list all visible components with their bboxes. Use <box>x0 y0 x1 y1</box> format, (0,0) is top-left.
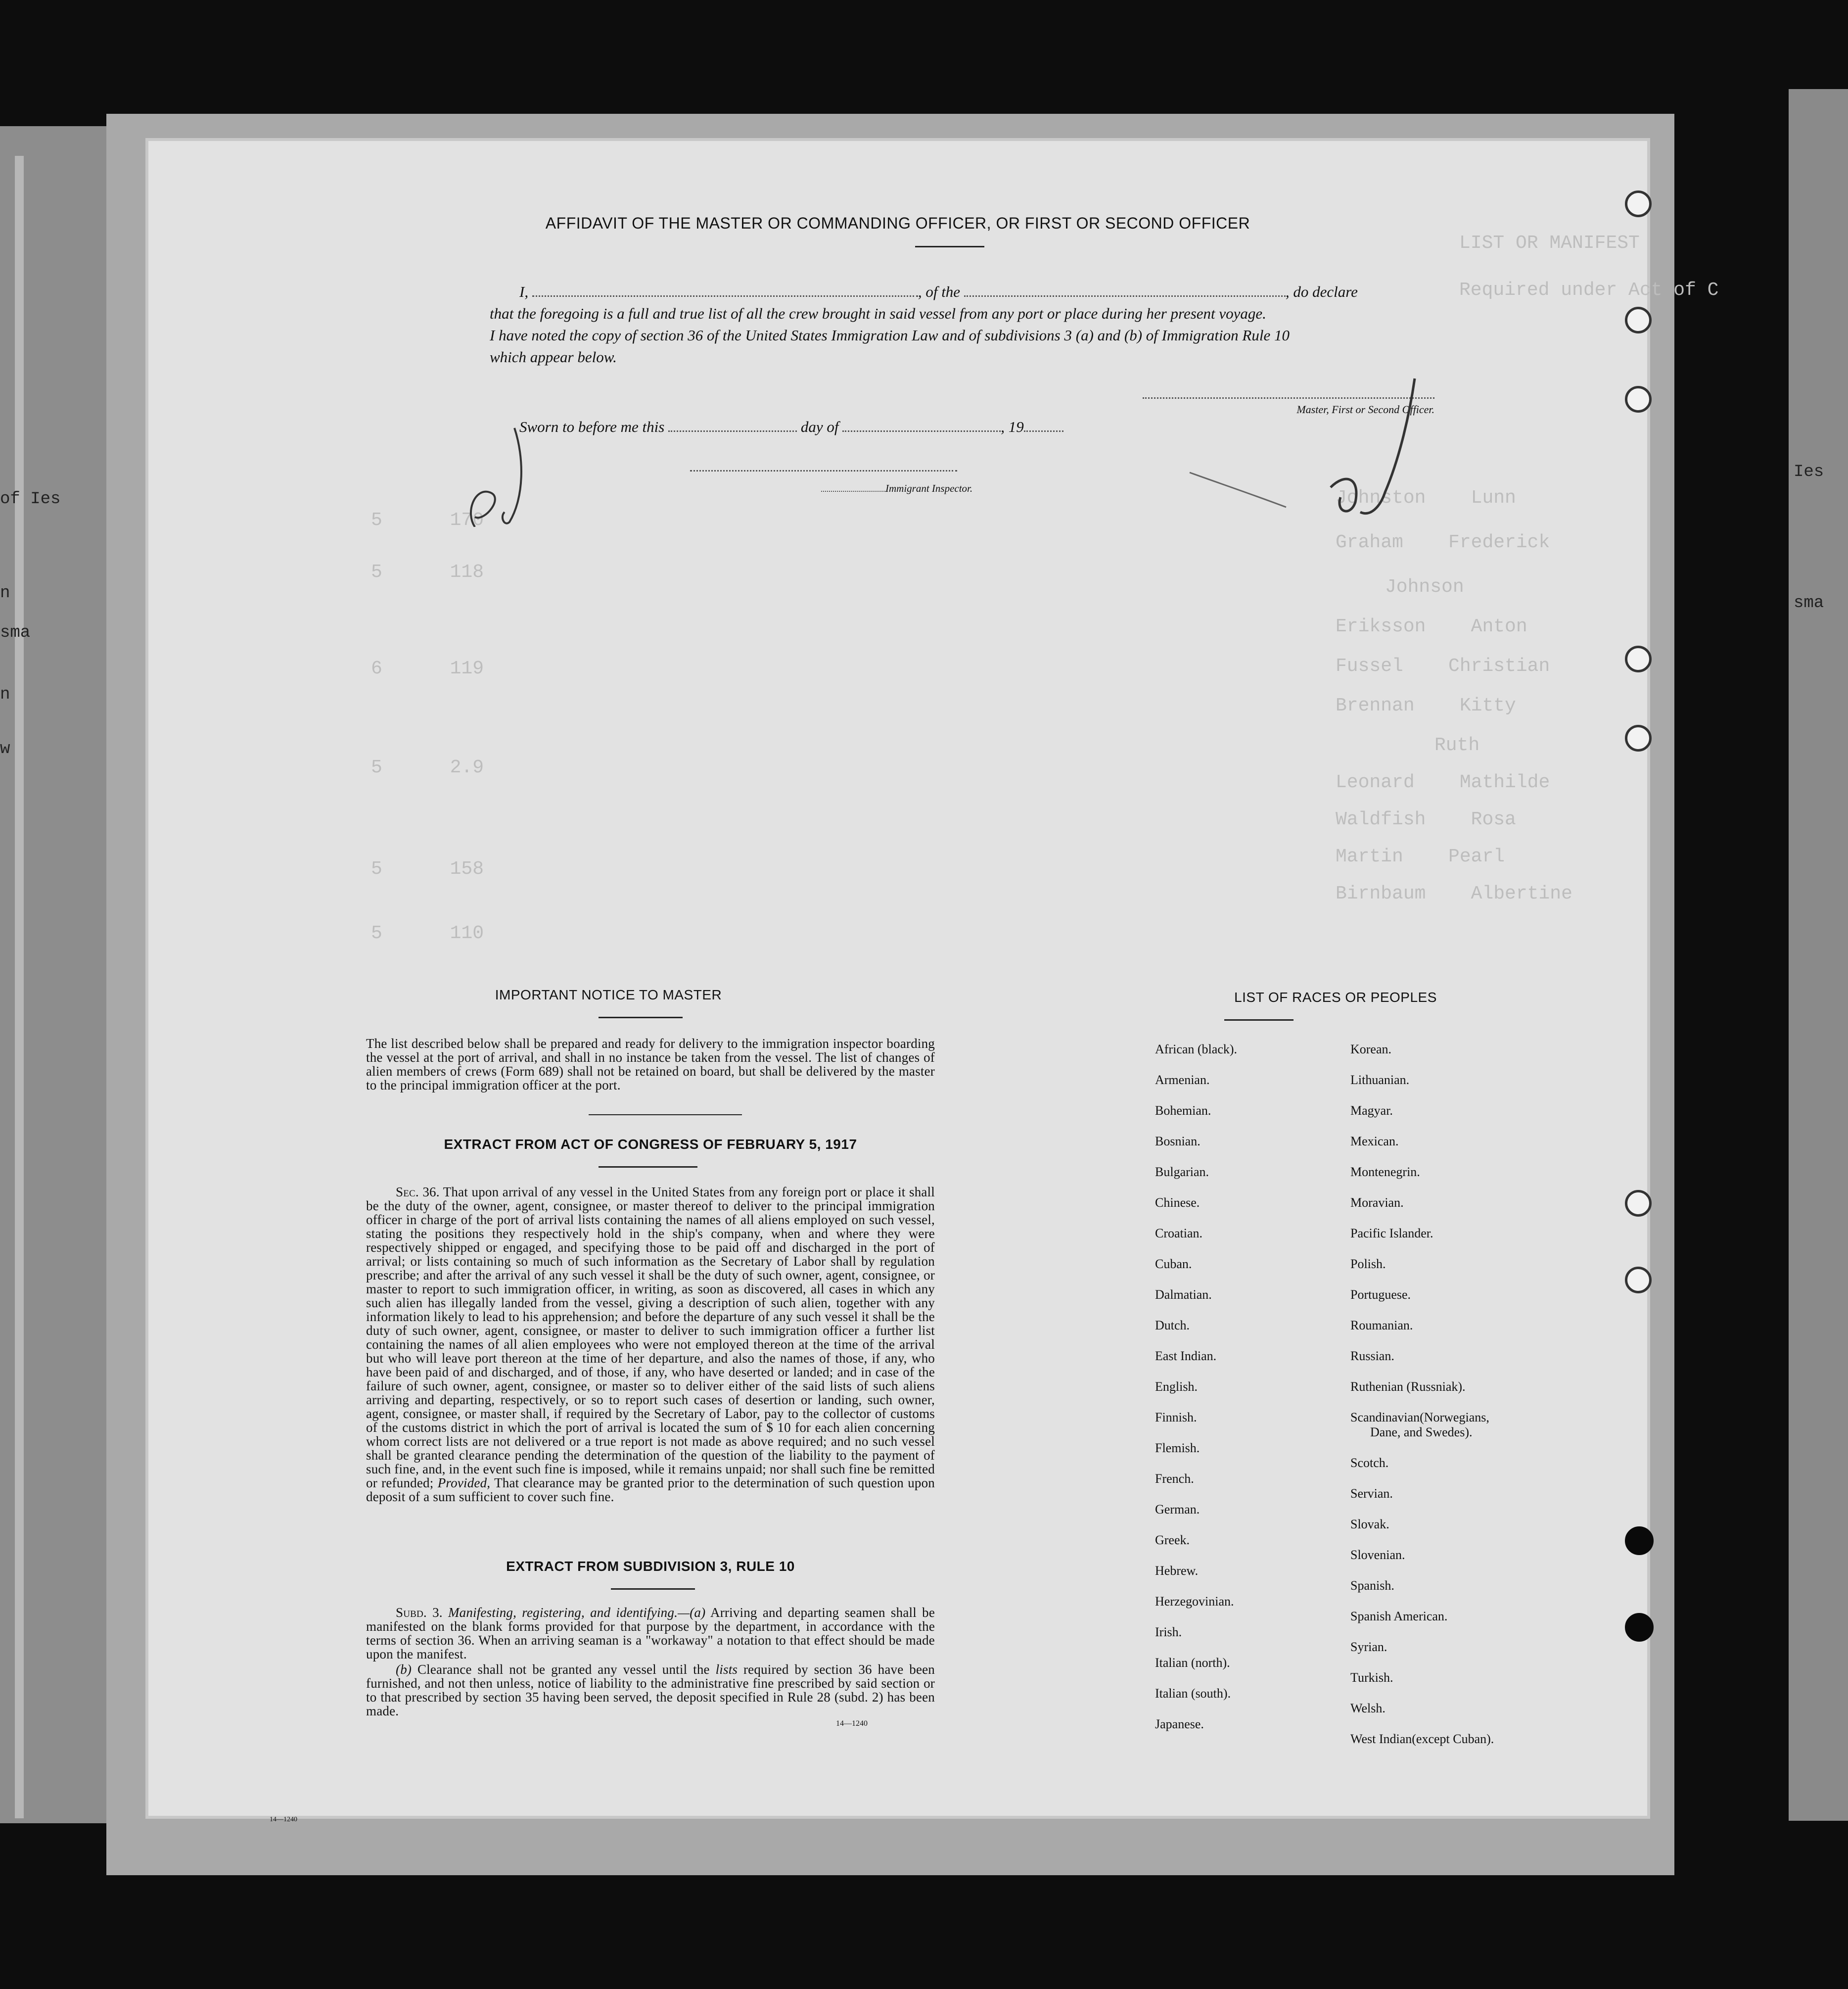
bleed-through: Johnston Lunn <box>1336 487 1516 509</box>
binder-hole <box>1625 386 1652 413</box>
race-item: Irish. <box>1155 1625 1182 1639</box>
binder-hole <box>1625 190 1652 217</box>
race-item: East Indian. <box>1155 1349 1217 1363</box>
race-item: Slovenian. <box>1350 1548 1405 1562</box>
race-item: English. <box>1155 1379 1198 1394</box>
race-item: Syrian. <box>1350 1640 1387 1654</box>
race-item: Scotch. <box>1350 1456 1389 1470</box>
race-item: Lithuanian. <box>1350 1073 1410 1087</box>
bleed-through: Ruth <box>1434 735 1480 756</box>
race-item: Magyar. <box>1350 1103 1393 1118</box>
left-fragment: w <box>0 740 10 758</box>
race-item: Roumanian. <box>1350 1318 1413 1332</box>
left-fragment: n <box>0 685 10 704</box>
act-rule <box>599 1166 697 1168</box>
rule-b-label: (b) <box>396 1662 412 1677</box>
race-item: Servian. <box>1350 1486 1393 1501</box>
bleed-through: Martin Pearl <box>1336 846 1505 867</box>
footer-form-number: 14—1240 <box>270 1816 297 1823</box>
bleed-through: 5 118 <box>371 562 484 583</box>
affidavit-line-2: that the foregoing is a full and true list of all the crew brought in said vessel from any port or place during her present voyage. <box>490 305 1266 322</box>
race-item: Slovak. <box>1350 1517 1389 1531</box>
binder-hole <box>1625 307 1652 333</box>
race-item: African (black). <box>1155 1042 1238 1056</box>
act-heading: EXTRACT FROM ACT OF CONGRESS OF FEBRUARY 5, 1917 <box>444 1137 857 1152</box>
race-item: Bosnian. <box>1155 1134 1201 1148</box>
act-provided: Provided, <box>437 1475 491 1490</box>
inspector-caption: Immigrant Inspector. <box>885 482 973 494</box>
handwritten-mark <box>455 398 584 527</box>
races-rule <box>1224 1019 1294 1021</box>
affidavit-line-4: which appear below. <box>490 348 617 366</box>
left-fragment: sma <box>0 623 31 642</box>
race-item: Dutch. <box>1155 1318 1190 1332</box>
rule-body-a: Arriving and departing seamen shall be manifested on the blank forms provided for that purpose by the department, in accordance with the terms of section 36. When an arriving seaman is a "workaway" a notation to that effect should be made upon the manifest. <box>366 1605 935 1661</box>
binder-hole-punched <box>1625 1613 1654 1642</box>
race-item: Welsh. <box>1350 1701 1386 1715</box>
notice-heading: IMPORTANT NOTICE TO MASTER <box>495 987 722 1002</box>
bleed-through: Birnbaum Albertine <box>1336 883 1572 904</box>
month-field[interactable] <box>842 430 1001 432</box>
inspector-signature-line[interactable] <box>690 470 957 472</box>
handwritten-mark <box>1187 463 1296 512</box>
race-item: Turkish. <box>1350 1670 1393 1685</box>
rule-body-b1: Clearance shall not be granted any vessel until the <box>417 1662 710 1677</box>
sworn-text: Sworn to before me this <box>519 418 665 435</box>
race-item: Japanese. <box>1155 1717 1204 1731</box>
affidavit-of-the: , of the <box>918 283 961 300</box>
race-item: Korean. <box>1350 1042 1392 1056</box>
right-fragment: sma <box>1794 594 1824 613</box>
bleed-through: Eriksson Anton <box>1336 616 1527 637</box>
sworn-line <box>519 418 1063 436</box>
race-item: Spanish American. <box>1350 1609 1448 1623</box>
race-item: Scandinavian(Norwegians, <box>1350 1410 1489 1424</box>
race-item: Flemish. <box>1155 1441 1200 1455</box>
bleed-through: 5 110 <box>371 923 484 944</box>
binder-hole <box>1625 725 1652 752</box>
left-fragment: of Ies <box>0 490 61 509</box>
section-rule <box>589 1114 742 1115</box>
race-item: Greek. <box>1155 1533 1190 1547</box>
day-field[interactable] <box>668 430 797 432</box>
notice-text: The list described below shall be prepared and ready for delivery to the immigration inspector boarding the vessel at the port of arrival, and shall in no instance be taken from the vessel. The list of changes of alien members of crews (Form 689) shall not be retained on board, but shall be delivered by the master to the principal immigration officer at the port. <box>366 1036 935 1092</box>
race-item: Chinese. <box>1155 1195 1200 1210</box>
right-fragment: Ies <box>1794 463 1824 481</box>
race-item: Bulgarian. <box>1155 1165 1209 1179</box>
bleed-through: 6 119 <box>371 658 484 679</box>
affidavit-i: I, <box>519 283 529 300</box>
bleed-through: 5 170 <box>371 510 484 531</box>
bleed-through: Waldfish Rosa <box>1336 809 1516 830</box>
act-body-end: That clearance may be granted prior to the determination of such question upon deposit of a sum sufficient to cover such fine. <box>366 1475 935 1504</box>
affidavit-line-3: I have noted the copy of section 36 of the United States Immigration Law and of subdivisions 3 (a) and (b) of Immigration Rule 10 <box>490 327 1290 344</box>
signer-caption: Master, First or Second Officer. <box>1296 403 1434 416</box>
bleed-through: 5 2.9 <box>371 757 484 778</box>
rule-body-b2: required by section 36 have been furnished, and not then unless, notice of liability to the administrative fine prescribed by said section or to that prescribed by section 35 having been served, the deposit specified in Rule 28 (subd. 2) has been made. <box>366 1662 935 1718</box>
form-number: 14—1240 <box>836 1719 868 1728</box>
race-item: Armenian. <box>1155 1073 1210 1087</box>
year-text: , 19 <box>1001 418 1024 435</box>
title-rule <box>915 246 984 247</box>
bleed-through: LIST OR MANIFEST <box>1459 233 1640 254</box>
adjacent-page-left <box>0 126 106 1823</box>
race-item: Cuban. <box>1155 1257 1192 1271</box>
rule-lists-word: lists <box>715 1662 738 1677</box>
bleed-through: Graham Frederick <box>1336 532 1550 553</box>
race-item: Ruthenian (Russniak). <box>1350 1379 1466 1394</box>
race-item: German. <box>1155 1502 1200 1516</box>
race-item: Bohemian. <box>1155 1103 1211 1118</box>
race-item: Spanish. <box>1350 1578 1394 1593</box>
affidavit-title: AFFIDAVIT OF THE MASTER OR COMMANDING OFFICER, OR FIRST OR SECOND OFFICER <box>545 214 1250 232</box>
adjacent-page-right <box>1789 89 1848 1821</box>
race-item: Mexican. <box>1350 1134 1399 1148</box>
rule-heading: EXTRACT FROM SUBDIVISION 3, RULE 10 <box>506 1559 795 1574</box>
rule-text-b <box>366 1662 935 1718</box>
bleed-through: 5 158 <box>371 858 484 880</box>
act-sec: Sec. 36. <box>396 1184 440 1199</box>
act-body: That upon arrival of any vessel in the United States from any foreign port or place it shall be the duty of the owner, agent, consignee, or master thereof to deliver to the principal immigration officer in charge of the port of arrival lists containing the names of all aliens employed on such vessel, stating the positions they respectively hold in the ship's company, when and where they were respectively shipped or engaged, and specifying those to be paid off and discharged in the port of arrival; or lists containing so much of such information as the Secretary of Labor shall by regulation prescribe; and after the arrival of any such vessel it shall be the duty of such owner, agent, consignee, or master to report to such immigration officer, in writing, as soon as discovered, all cases in which any such alien has illegally landed from the vessel, giving a description of such alien, together with any information likely to lead to his apprehension; and before the departure of any such vessel it shall be the duty of such owner, agent, consignee, or master to deliver to such immigration officer a further list containing the names of all alien employees who were not employed thereon at the time of the arrival but who will leave port thereon at the time of her departure, and also the names of those, if any, who have been paid of and discharged, and of those, if any, who have deserted or landed; and in case of the failure of such owner, agent, consignee, or master so to deliver either of the said lists of such aliens arriving and departing, respectively, or so to report such cases of desertion or landing, such owner, agent, consignee, or master shall, if required by the Secretary of Labor, pay to the collector of customs of the customs district in which the port of arrival is located the sum of $ 10 for each alien concerning whom correct lists are not delivered or a true report is not made as above required; and no such vessel shall be granted clearance pending the determination of the question of the liability to the payment of such fine, and, in the event such fine is imposed, while it remains unpaid; nor shall such fine be remitted or refunded; <box>366 1184 935 1490</box>
document-page <box>148 141 1719 1823</box>
affidavit-do-declare: , do declare <box>1285 283 1358 300</box>
name-field[interactable] <box>532 295 918 297</box>
binder-hole-punched <box>1625 1526 1654 1555</box>
race-item: Herzegovinian. <box>1155 1594 1234 1609</box>
notice-rule <box>599 1017 683 1018</box>
act-text <box>366 1185 935 1504</box>
race-item: Croatian. <box>1155 1226 1203 1240</box>
rule-text-a <box>366 1606 935 1661</box>
year-field[interactable] <box>1024 430 1063 432</box>
race-item: Italian (north). <box>1155 1656 1230 1670</box>
races-heading: LIST OF RACES OR PEOPLES <box>1234 990 1437 1005</box>
races-column-1 <box>1155 1034 1237 1740</box>
race-item: Finnish. <box>1155 1410 1197 1424</box>
race-item: Italian (south). <box>1155 1686 1231 1701</box>
handwritten-mark <box>1326 374 1425 522</box>
race-item: Montenegrin. <box>1350 1165 1420 1179</box>
races-column-2 <box>1350 1034 1494 1754</box>
affidavit-body <box>490 281 1439 368</box>
bleed-through: Johnson <box>1385 576 1464 598</box>
race-item: Pacific Islander. <box>1350 1226 1433 1240</box>
race-item: Polish. <box>1350 1257 1386 1271</box>
inspector-caption-dots <box>821 491 885 492</box>
race-item: Hebrew. <box>1155 1563 1199 1578</box>
binder-hole <box>1625 646 1652 672</box>
race-item: Dane, and Swedes). <box>1370 1425 1473 1439</box>
inspector-caption-wrap <box>821 482 972 495</box>
day-of-text: day of <box>800 418 839 435</box>
race-item: West Indian(except Cuban). <box>1350 1732 1494 1746</box>
binder-hole <box>1625 1267 1652 1293</box>
binder-hole <box>1625 1190 1652 1217</box>
race-item: Portuguese. <box>1350 1287 1411 1302</box>
vessel-field[interactable] <box>964 295 1286 297</box>
rule-rule <box>611 1588 695 1590</box>
rule-subd: Subd. 3. <box>396 1605 443 1620</box>
bleed-through: Fussel Christian <box>1336 656 1550 677</box>
race-item: French. <box>1155 1471 1194 1486</box>
affidavit-line-1 <box>490 281 1439 303</box>
film-edge <box>15 156 24 1818</box>
race-item: Russian. <box>1350 1349 1394 1363</box>
bleed-through: Leonard Mathilde <box>1336 772 1550 793</box>
bleed-through: Brennan Kitty <box>1336 695 1516 716</box>
bleed-through: Required under Act of C <box>1459 280 1719 301</box>
race-item: Moravian. <box>1350 1195 1404 1210</box>
rule-subd-title: Manifesting, registering, and identifying.—(a) <box>448 1605 706 1620</box>
race-item: Dalmatian. <box>1155 1287 1212 1302</box>
left-fragment: n <box>0 584 10 603</box>
